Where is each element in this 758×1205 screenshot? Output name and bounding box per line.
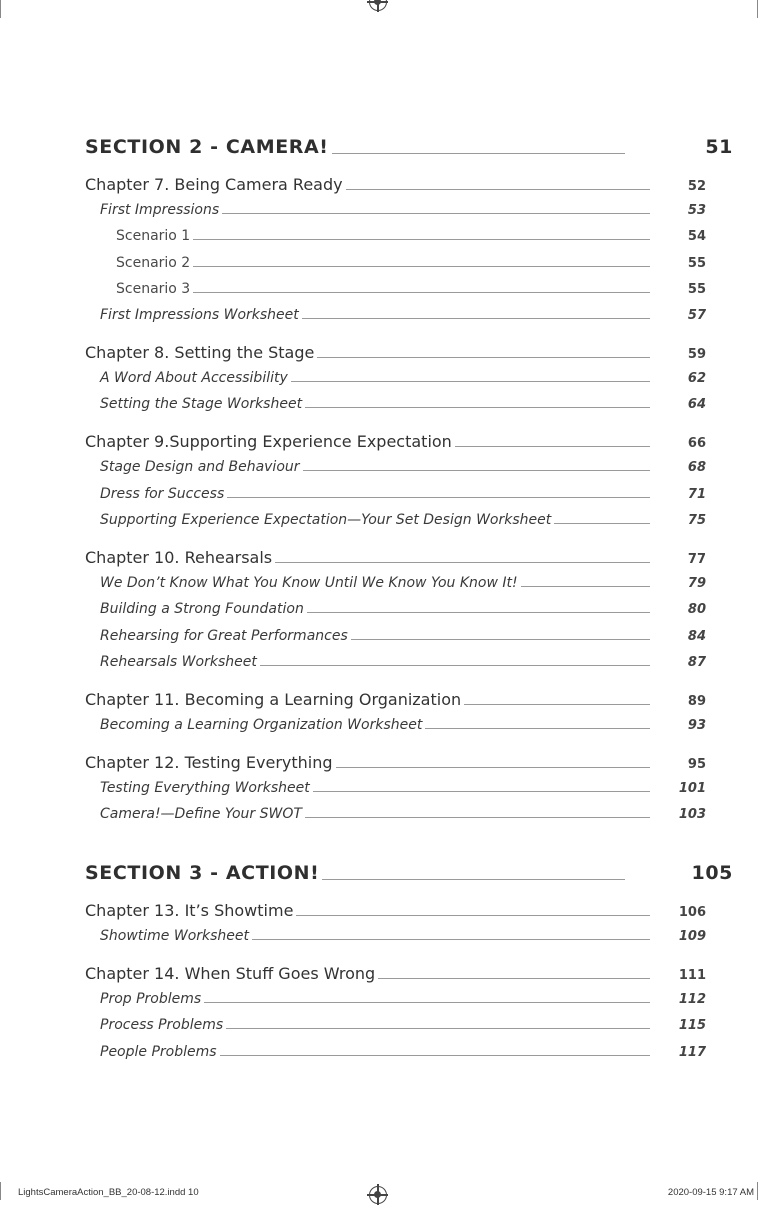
page-number: 79 [687, 576, 706, 591]
toc-chapter[interactable] [85, 548, 706, 567]
dot-leader [226, 1028, 650, 1029]
entry-title: Chapter 12. Testing Everything [85, 753, 333, 772]
dot-leader [260, 665, 650, 666]
page-number: 103 [678, 807, 706, 822]
page-number: 117 [678, 1045, 706, 1060]
toc-subentry[interactable] [100, 486, 706, 502]
dot-leader [336, 767, 650, 768]
page-number: 62 [687, 371, 706, 386]
toc-subentry[interactable] [100, 512, 706, 528]
toc-subentry[interactable] [100, 780, 706, 796]
page-number: 93 [687, 718, 706, 733]
entry-title: Scenario 1 [116, 228, 191, 244]
page-number: 68 [687, 460, 706, 475]
dot-leader [252, 939, 650, 940]
toc-subentry[interactable] [100, 601, 706, 617]
page-number: 66 [687, 436, 706, 451]
toc-chapter[interactable] [85, 964, 706, 983]
page-number: 112 [678, 992, 706, 1007]
entry-title: Scenario 2 [116, 255, 191, 271]
dot-leader [305, 817, 650, 818]
entry-title: Chapter 8. Setting the Stage [85, 343, 315, 362]
toc-chapter[interactable] [85, 343, 706, 362]
toc-subentry[interactable] [116, 281, 706, 297]
crop-line [0, 1182, 1, 1200]
dot-leader [193, 266, 650, 267]
entry-title: Building a Strong Foundation [100, 601, 304, 617]
dot-leader [313, 791, 650, 792]
page-number: 59 [687, 347, 706, 362]
toc-subentry[interactable] [100, 1044, 706, 1060]
dot-leader [193, 292, 650, 293]
dot-leader [302, 318, 650, 319]
page-number: 77 [687, 552, 706, 567]
entry-title: Chapter 11. Becoming a Learning Organization [85, 690, 462, 709]
section-heading[interactable] [85, 862, 733, 884]
dot-leader [227, 497, 650, 498]
page-number: 101 [678, 781, 706, 796]
toc-chapter[interactable] [85, 690, 706, 709]
toc-chapter[interactable] [85, 901, 706, 920]
page-number: 115 [678, 1018, 706, 1033]
entry-title: We Don’t Know What You Know Until We Know You Know It! [100, 575, 518, 591]
page-number: 106 [678, 905, 706, 920]
toc-subentry[interactable] [100, 928, 706, 944]
dot-leader [296, 915, 650, 916]
dot-leader [305, 407, 650, 408]
dot-leader [425, 728, 650, 729]
dot-leader [351, 639, 650, 640]
page-number: 53 [687, 203, 706, 218]
toc-subentry[interactable] [100, 717, 706, 733]
page-number: 105 [691, 862, 733, 884]
dot-leader [464, 704, 650, 705]
toc-chapter[interactable] [85, 753, 706, 772]
section-title: SECTION 2 - CAMERA! [85, 136, 329, 158]
section-heading[interactable] [85, 136, 733, 158]
entry-title: Camera!—Define Your SWOT [100, 806, 302, 822]
toc-subentry[interactable] [100, 1017, 706, 1033]
entry-title: Process Problems [100, 1017, 224, 1033]
dot-leader [307, 612, 650, 613]
entry-title: Chapter 7. Being Camera Ready [85, 175, 343, 194]
registration-mark-icon [369, 1186, 387, 1204]
entry-title: Chapter 14. When Stuff Goes Wrong [85, 964, 376, 983]
entry-title: Testing Everything Worksheet [100, 780, 310, 796]
page-number: 64 [687, 397, 706, 412]
dot-leader [204, 1002, 650, 1003]
entry-title: Rehearsing for Great Performances [100, 628, 348, 644]
dot-leader [346, 189, 650, 190]
page-number: 95 [687, 757, 706, 772]
page-number: 55 [687, 282, 706, 297]
slug-filename: LightsCameraAction_BB_20-08-12.indd 10 [18, 1187, 199, 1198]
dot-leader [554, 523, 650, 524]
page-number: 55 [687, 256, 706, 271]
entry-title: Chapter 13. It’s Showtime [85, 901, 294, 920]
toc-subentry[interactable] [100, 654, 706, 670]
toc-subentry[interactable] [100, 575, 706, 591]
toc-subentry[interactable] [100, 396, 706, 412]
entry-title: First Impressions Worksheet [100, 307, 299, 323]
page-number: 75 [687, 513, 706, 528]
entry-title: Prop Problems [100, 991, 202, 1007]
dot-leader [275, 562, 650, 563]
entry-title: A Word About Accessibility [100, 370, 288, 386]
crop-line [0, 0, 1, 18]
dot-leader [317, 357, 650, 358]
dot-leader [193, 239, 650, 240]
dot-leader [303, 470, 650, 471]
entry-title: Chapter 10. Rehearsals [85, 548, 273, 567]
dot-leader [378, 978, 650, 979]
dot-leader [455, 446, 650, 447]
slug-timestamp: 2020-09-15 9:17 AM [667, 1187, 754, 1198]
registration-mark-icon [369, 0, 387, 11]
section-title: SECTION 3 - ACTION! [85, 862, 320, 884]
toc-subentry[interactable] [100, 459, 706, 475]
toc-subentry[interactable] [100, 806, 706, 822]
toc-chapter[interactable] [85, 175, 706, 194]
page-number: 71 [687, 487, 706, 502]
toc-chapter[interactable] [85, 432, 706, 451]
entry-title: People Problems [100, 1044, 217, 1060]
page-number: 54 [687, 229, 706, 244]
toc-subentry[interactable] [116, 255, 706, 271]
page-number: 52 [687, 179, 706, 194]
entry-title: Chapter 9.Supporting Experience Expectation [85, 432, 452, 451]
entry-title: Setting the Stage Worksheet [100, 396, 303, 412]
page-number: 51 [705, 136, 733, 158]
dot-leader [521, 586, 650, 587]
entry-title: Becoming a Learning Organization Worksheet [100, 717, 423, 733]
toc-subentry[interactable] [100, 307, 706, 323]
page-number: 57 [687, 308, 706, 323]
toc-subentry[interactable] [116, 228, 706, 244]
toc-subentry[interactable] [100, 991, 706, 1007]
page-number: 84 [687, 629, 706, 644]
toc-subentry[interactable] [100, 202, 706, 218]
entry-title: First Impressions [100, 202, 220, 218]
entry-title: Rehearsals Worksheet [100, 654, 257, 670]
page-number: 109 [678, 929, 706, 944]
dot-leader [291, 381, 650, 382]
toc-subentry[interactable] [100, 628, 706, 644]
entry-title: Stage Design and Behaviour [100, 459, 300, 475]
dot-leader [322, 879, 625, 880]
page-number: 111 [678, 968, 706, 983]
entry-title: Scenario 3 [116, 281, 191, 297]
entry-title: Supporting Experience Expectation—Your Set Design Worksheet [100, 512, 552, 528]
entry-title: Dress for Success [100, 486, 225, 502]
toc-subentry[interactable] [100, 370, 706, 386]
dot-leader [220, 1055, 650, 1056]
dot-leader [222, 213, 650, 214]
page-number: 80 [687, 602, 706, 617]
page-number: 89 [687, 694, 706, 709]
page-number: 87 [687, 655, 706, 670]
dot-leader [332, 153, 625, 154]
entry-title: Showtime Worksheet [100, 928, 250, 944]
